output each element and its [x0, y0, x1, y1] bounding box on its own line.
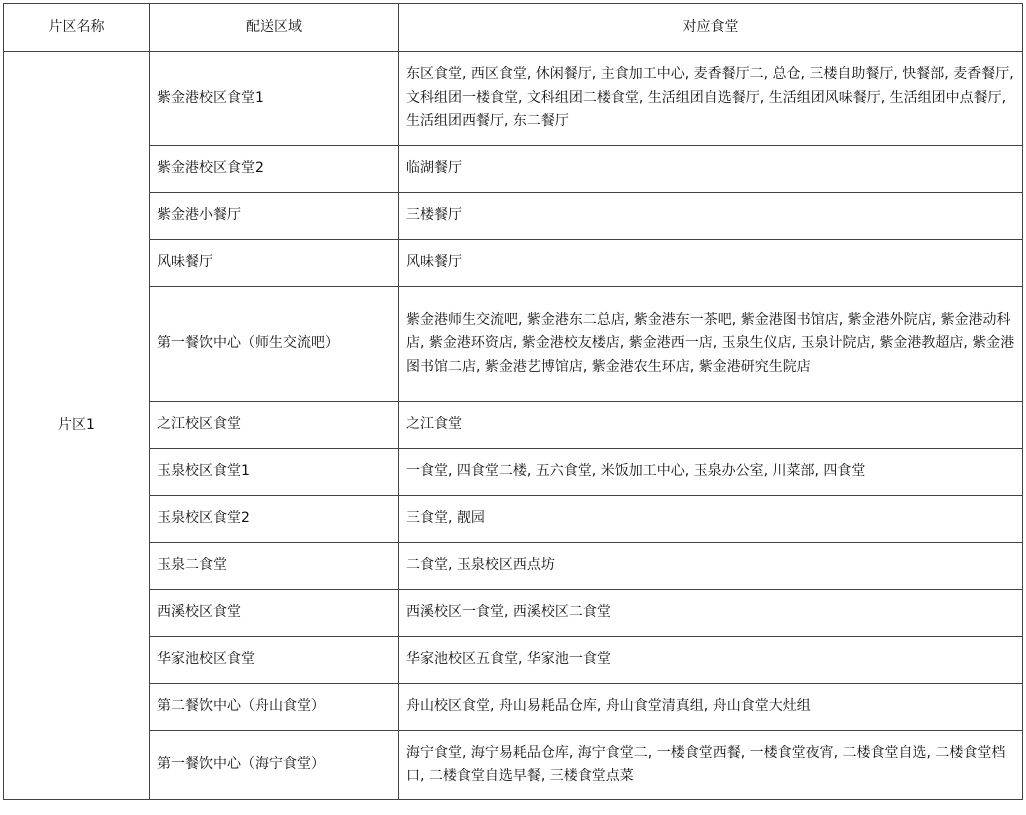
header-canteens: 对应食堂 — [399, 4, 1023, 52]
canteen-distribution-table — [3, 3, 1023, 800]
area-cell: 玉泉校区食堂1 — [150, 449, 399, 496]
table-row — [4, 496, 1023, 543]
canteens-cell: 一食堂, 四食堂二楼, 五六食堂, 米饭加工中心, 玉泉办公室, 川菜部, 四食堂 — [399, 449, 1023, 496]
table-row — [4, 684, 1023, 731]
area-cell: 紫金港校区食堂2 — [150, 146, 399, 193]
canteens-cell: 紫金港师生交流吧, 紫金港东二总店, 紫金港东一茶吧, 紫金港图书馆店, 紫金港外院店, 紫金港动科店, 紫金港环资店, 紫金港校友楼店, 紫金港西一店, 玉泉生仪店, 玉泉计院店, 紫金港教超店, 紫金港图书馆二店, 紫金港艺博馆店, 紫金港农生环店, 紫金港研究生院店 — [399, 287, 1023, 402]
table-row — [4, 637, 1023, 684]
canteens-cell: 东区食堂, 西区食堂, 休闲餐厅, 主食加工中心, 麦香餐厅二, 总仓, 三楼自助餐厅, 快餐部, 麦香餐厅, 文科组团一楼食堂, 文科组团二楼食堂, 生活组团自选餐厅, 生活组团风味餐厅, 生活组团中点餐厅, 生活组团西餐厅, 东二餐厅 — [399, 52, 1023, 146]
header-zone: 片区名称 — [4, 4, 150, 52]
table-row — [4, 402, 1023, 449]
canteens-cell: 三楼餐厅 — [399, 193, 1023, 240]
area-cell: 第一餐饮中心（海宁食堂） — [150, 731, 399, 800]
canteens-cell: 风味餐厅 — [399, 240, 1023, 287]
area-cell: 第二餐饮中心（舟山食堂） — [150, 684, 399, 731]
area-cell: 第一餐饮中心（师生交流吧） — [150, 287, 399, 402]
table-row — [4, 240, 1023, 287]
zone-cell: 片区1 — [4, 52, 150, 800]
canteens-cell: 之江食堂 — [399, 402, 1023, 449]
canteens-cell: 海宁食堂, 海宁易耗品仓库, 海宁食堂二, 一楼食堂西餐, 一楼食堂夜宵, 二楼食堂自选, 二楼食堂档口, 二楼食堂自选早餐, 三楼食堂点菜 — [399, 731, 1023, 800]
table-row — [4, 449, 1023, 496]
table-header-row — [4, 4, 1023, 52]
area-cell: 紫金港校区食堂1 — [150, 52, 399, 146]
table-row — [4, 146, 1023, 193]
area-cell: 风味餐厅 — [150, 240, 399, 287]
canteens-cell: 华家池校区五食堂, 华家池一食堂 — [399, 637, 1023, 684]
area-cell: 玉泉校区食堂2 — [150, 496, 399, 543]
table-row — [4, 193, 1023, 240]
canteens-cell: 二食堂, 玉泉校区西点坊 — [399, 543, 1023, 590]
canteens-cell: 三食堂, 靓园 — [399, 496, 1023, 543]
table-row — [4, 52, 1023, 146]
table-row — [4, 287, 1023, 402]
table-row — [4, 543, 1023, 590]
table-row — [4, 731, 1023, 800]
table-row — [4, 590, 1023, 637]
area-cell: 之江校区食堂 — [150, 402, 399, 449]
canteens-cell: 舟山校区食堂, 舟山易耗品仓库, 舟山食堂清真组, 舟山食堂大灶组 — [399, 684, 1023, 731]
area-cell: 紫金港小餐厅 — [150, 193, 399, 240]
canteens-cell: 西溪校区一食堂, 西溪校区二食堂 — [399, 590, 1023, 637]
area-cell: 华家池校区食堂 — [150, 637, 399, 684]
area-cell: 玉泉二食堂 — [150, 543, 399, 590]
canteens-cell: 临湖餐厅 — [399, 146, 1023, 193]
area-cell: 西溪校区食堂 — [150, 590, 399, 637]
header-area: 配送区域 — [150, 4, 399, 52]
